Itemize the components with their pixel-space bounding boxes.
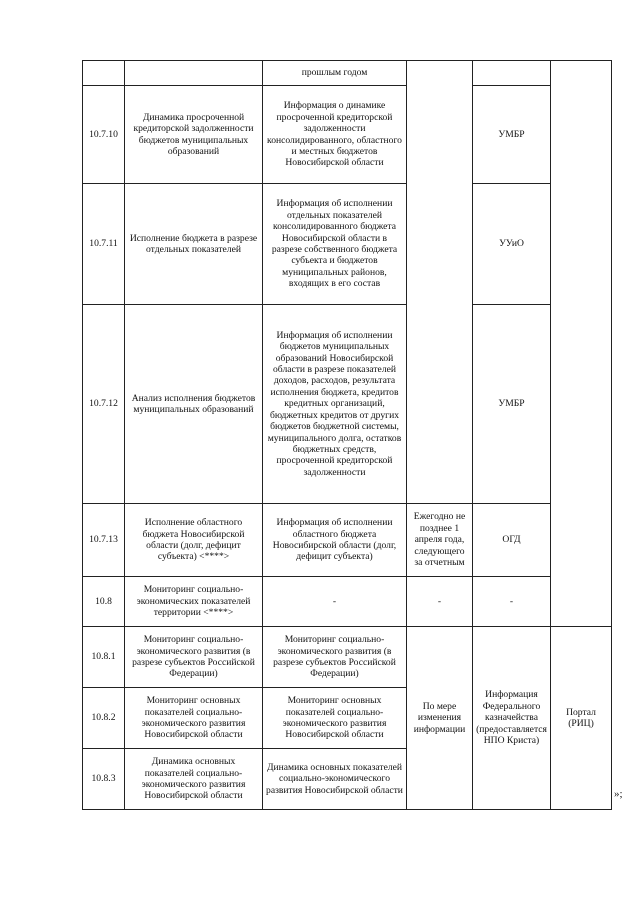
- cell-last-group: Портал (РИЦ): [551, 627, 612, 810]
- cell-name: Динамика просроченной кредиторской задолженности бюджетов муниципальных образований: [125, 86, 263, 184]
- cell-info: Информация о динамике просроченной кредиторской задолженности консолидированного, областного и местных бюджетов Новосибирской области: [263, 86, 407, 184]
- closing-quote: »;: [614, 788, 623, 800]
- cell-resp: УМБР: [473, 305, 551, 504]
- cell-num: 10.8.2: [83, 688, 125, 749]
- table-row: [83, 305, 612, 504]
- cell-info: -: [263, 577, 407, 627]
- cell-period-group: По мере изменения информации: [407, 627, 473, 810]
- cell-name: [125, 61, 263, 86]
- cell-period: -: [407, 577, 473, 627]
- cell-info: Динамика основных показателей социально-экономического развития Новосибирской области: [263, 749, 407, 810]
- cell-num: 10.7.12: [83, 305, 125, 504]
- cell-num: 10.8.1: [83, 627, 125, 688]
- cell-resp-group: Информация Федерального казначейства (предоставляется НПО Криста): [473, 627, 551, 810]
- cell-info: Мониторинг основных показателей социально-экономического развития Новосибирской области: [263, 688, 407, 749]
- cell-resp: -: [473, 577, 551, 627]
- cell-info: Информация об исполнении областного бюджета Новосибирской области (долг, дефицит субъекта): [263, 504, 407, 577]
- cell-name: Мониторинг основных показателей социально-экономического развития Новосибирской области: [125, 688, 263, 749]
- table-row: [83, 61, 612, 86]
- cell-last-empty: [551, 61, 612, 627]
- cell-info: Информация об исполнении бюджетов муниципальных образований Новосибирской области в разрезе показателей доходов, расходов, результата исполнения бюджета, кредитов кредитных организаций, бюджетных кредитов от других бюджетов бюджетной системы, муниципального долга, остатков бюджетных средств, просроченной кредиторской задолженности: [263, 305, 407, 504]
- cell-info: Информация об исполнении отдельных показателей консолидированного бюджета Новосибирской области в разрезе собственного бюджета субъекта и бюджетов муниципальных районов, входящих в его состав: [263, 184, 407, 305]
- cell-num: 10.7.13: [83, 504, 125, 577]
- cell-name: Анализ исполнения бюджетов муниципальных образований: [125, 305, 263, 504]
- cell-name: Динамика основных показателей социально-экономического развития Новосибирской области: [125, 749, 263, 810]
- cell-resp: ОГД: [473, 504, 551, 577]
- table-row: [83, 504, 612, 577]
- cell-num: 10.8.3: [83, 749, 125, 810]
- cell-resp: УМБР: [473, 86, 551, 184]
- table-row: [83, 86, 612, 184]
- data-table: [82, 60, 612, 810]
- table-row: [83, 184, 612, 305]
- cell-name: Мониторинг социально-экономических показателей территории <****>: [125, 577, 263, 627]
- cell-name: Исполнение бюджета в разрезе отдельных показателей: [125, 184, 263, 305]
- cell-period: Ежегодно не позднее 1 апреля года, следующего за отчетным: [407, 504, 473, 577]
- cell-num: 10.8: [83, 577, 125, 627]
- table-row: [83, 627, 612, 688]
- cell-num: [83, 61, 125, 86]
- table-row: [83, 577, 612, 627]
- cell-period-empty: [407, 61, 473, 504]
- cell-num: 10.7.10: [83, 86, 125, 184]
- cell-info: Мониторинг социально-экономического развития (в разрезе субъектов Российской Федерации): [263, 627, 407, 688]
- cell-name: Мониторинг социально-экономического развития (в разрезе субъектов Российской Федерации): [125, 627, 263, 688]
- cell-name: Исполнение областного бюджета Новосибирской области (долг, дефицит субъекта) <****>: [125, 504, 263, 577]
- cell-resp: [473, 61, 551, 86]
- cell-num: 10.7.11: [83, 184, 125, 305]
- cell-info: прошлым годом: [263, 61, 407, 86]
- cell-resp: УУиО: [473, 184, 551, 305]
